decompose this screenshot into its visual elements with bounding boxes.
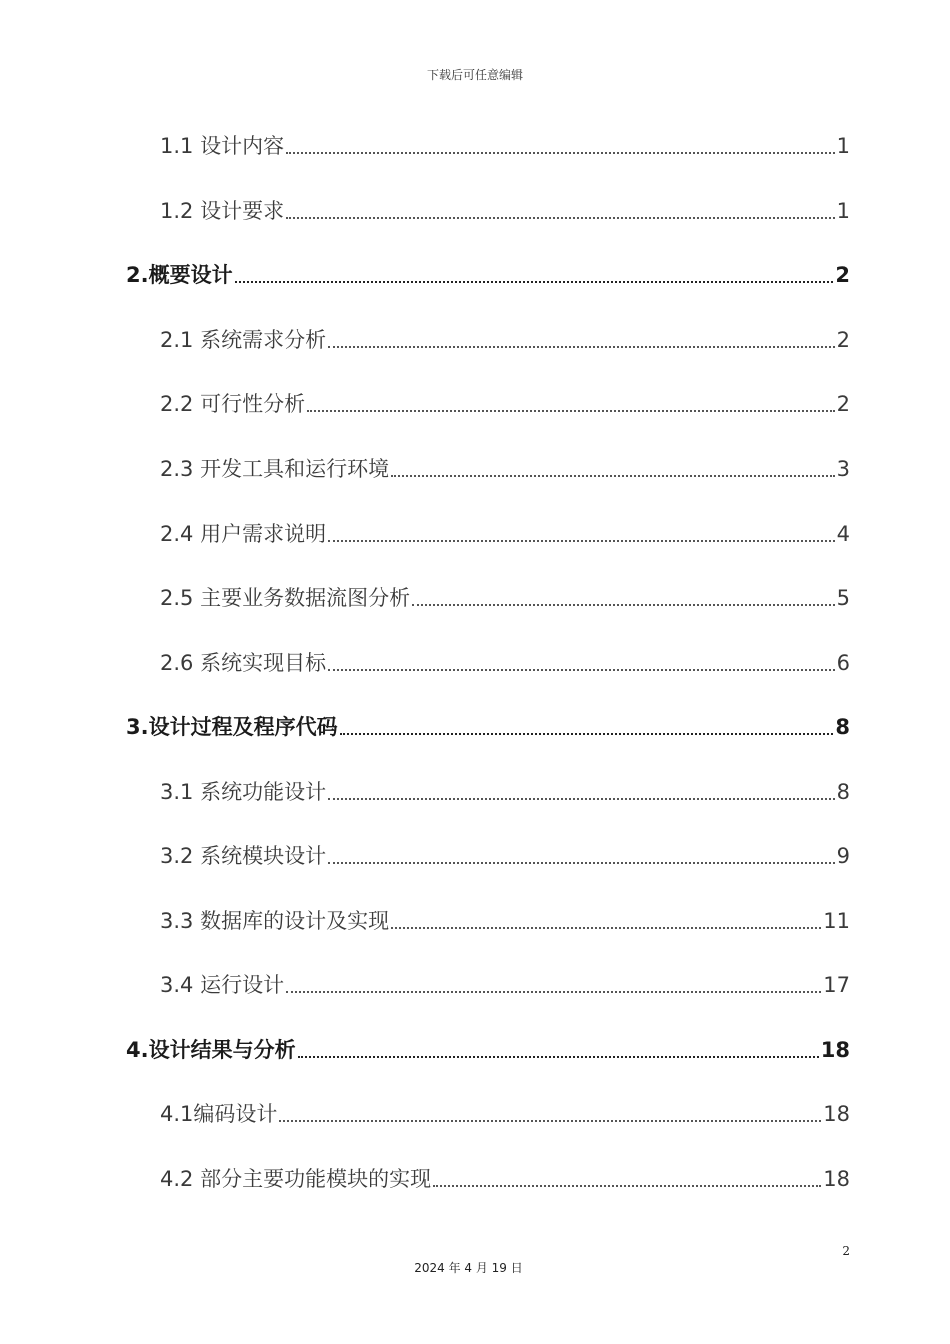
toc-entry-title: 2.2 可行性分析	[160, 392, 306, 416]
toc-entry-title: 4.2 部分主要功能模块的实现	[160, 1167, 432, 1191]
toc-entry[interactable]	[160, 518, 850, 548]
toc-leader-dots	[391, 475, 835, 477]
toc-leader-dots	[286, 991, 821, 993]
toc-leader-dots	[307, 410, 835, 412]
toc-entry-title: 3.4 运行设计	[160, 973, 285, 997]
toc-entry-title: 3.3 数据库的设计及实现	[160, 909, 390, 933]
toc-entry[interactable]	[160, 647, 850, 677]
toc-entry-title: 2.4 用户需求说明	[160, 522, 327, 546]
toc-chapter-entry[interactable]	[126, 1034, 850, 1064]
toc-entry[interactable]	[160, 840, 850, 870]
toc-leader-dots	[433, 1185, 821, 1187]
toc-entry-title: 3.2 系统模块设计	[160, 844, 327, 868]
toc-entry[interactable]	[160, 453, 850, 483]
toc-entry[interactable]	[160, 388, 850, 418]
toc-entry[interactable]	[160, 324, 850, 354]
page-number: 2	[842, 1244, 850, 1258]
toc-leader-dots	[328, 669, 835, 671]
toc-entry-title: 2.概要设计	[126, 263, 233, 287]
toc-chapter-entry[interactable]	[126, 711, 850, 741]
toc-leader-dots	[298, 1056, 819, 1058]
toc-leader-dots	[340, 733, 834, 735]
toc-leader-dots	[328, 862, 835, 864]
toc-entry-page: 18	[823, 1167, 850, 1191]
toc-entry-page: 17	[823, 973, 850, 997]
toc-leader-dots	[328, 798, 835, 800]
toc-leader-dots	[328, 346, 835, 348]
toc-entry-page: 6	[836, 651, 850, 675]
toc-entry-page: 8	[836, 780, 850, 804]
toc-entry-title: 2.5 主要业务数据流图分析	[160, 586, 411, 610]
toc-leader-dots	[286, 217, 835, 219]
toc-leader-dots	[286, 152, 835, 154]
footer-date: 2024 年 4 月 19 日	[414, 1261, 523, 1275]
toc-entry-title: 2.3 开发工具和运行环境	[160, 457, 390, 481]
toc-entry-title: 1.1 设计内容	[160, 134, 285, 158]
toc-entry-page: 2	[835, 263, 850, 287]
toc-entry-page: 2	[836, 392, 850, 416]
toc-entry-page: 2	[836, 328, 850, 352]
toc-entry-title: 4.1编码设计	[160, 1102, 278, 1126]
toc-leader-dots	[412, 604, 835, 606]
toc-entry-title: 1.2 设计要求	[160, 199, 285, 223]
toc-leader-dots	[279, 1120, 821, 1122]
toc-entry[interactable]	[160, 905, 850, 935]
toc-leader-dots	[235, 281, 834, 283]
toc-entry[interactable]	[160, 1163, 850, 1193]
page-header: 下载后可任意编辑	[426, 68, 523, 82]
toc-entry-title: 3.1 系统功能设计	[160, 780, 327, 804]
toc-entry[interactable]	[160, 195, 850, 225]
toc-entry[interactable]	[160, 582, 850, 612]
toc-entry-page: 5	[836, 586, 850, 610]
toc-entry-page: 1	[836, 134, 850, 158]
toc-entry-page: 3	[836, 457, 850, 481]
toc-entry[interactable]	[160, 776, 850, 806]
toc-entry-title: 2.6 系统实现目标	[160, 651, 327, 675]
toc-entry-title: 3.设计过程及程序代码	[126, 715, 338, 739]
toc-entry-page: 4	[836, 522, 850, 546]
toc-entry[interactable]	[160, 130, 850, 160]
toc-chapter-entry[interactable]	[126, 259, 850, 289]
toc-entry[interactable]	[160, 969, 850, 999]
toc-entry-page: 1	[836, 199, 850, 223]
toc-entry-page: 11	[823, 909, 850, 933]
toc-leader-dots	[391, 927, 821, 929]
toc-entry-title: 2.1 系统需求分析	[160, 328, 327, 352]
toc-entry-title: 4.设计结果与分析	[126, 1038, 296, 1062]
toc-entry-page: 18	[823, 1102, 850, 1126]
toc-entry[interactable]	[160, 1098, 850, 1128]
toc-entry-page: 9	[836, 844, 850, 868]
toc-leader-dots	[328, 540, 835, 542]
toc-entry-page: 18	[820, 1038, 850, 1062]
toc-entry-page: 8	[835, 715, 850, 739]
